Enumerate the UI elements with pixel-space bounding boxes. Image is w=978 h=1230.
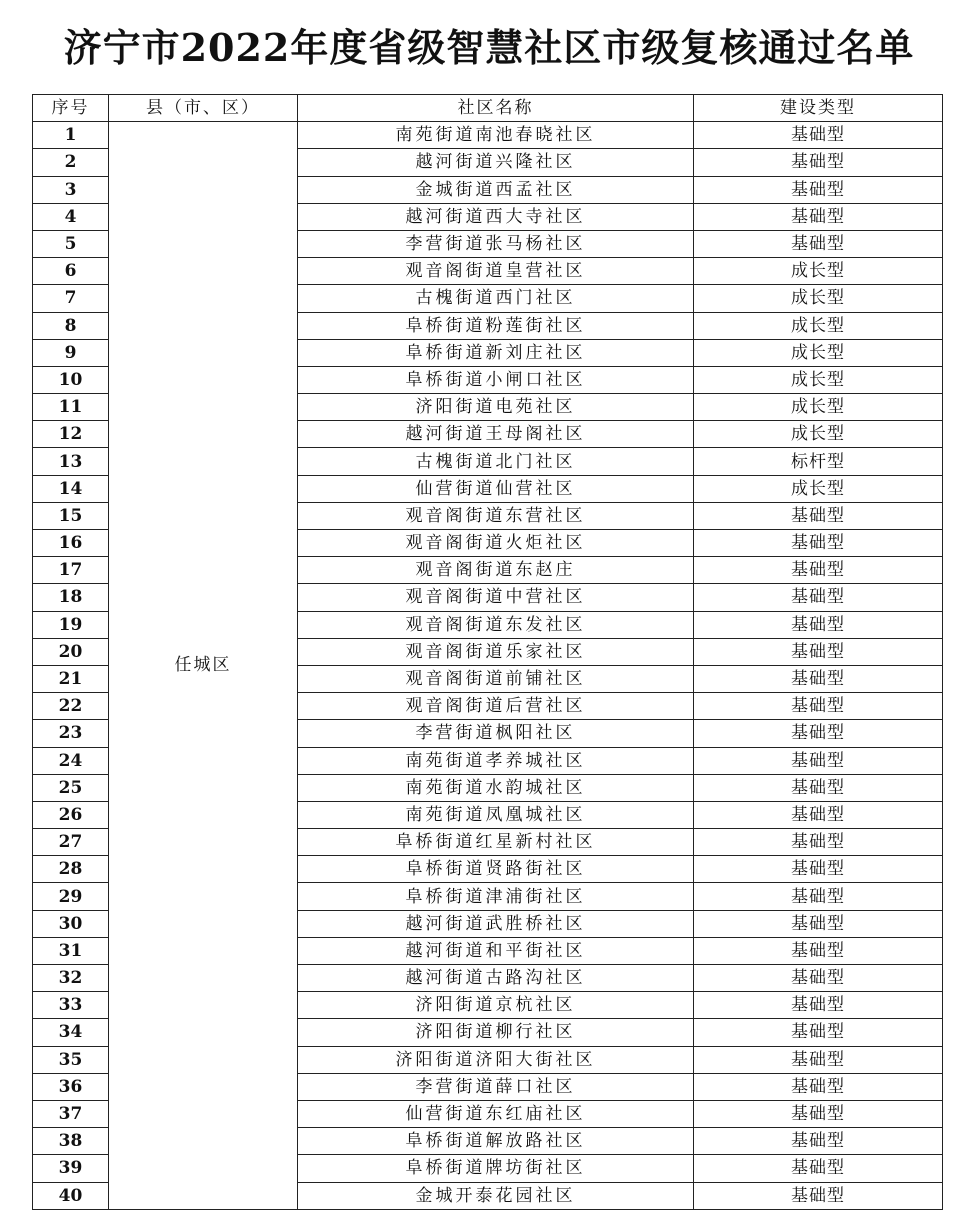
construction-type-cell: 基础型 [694,747,943,774]
header-county: 县（市、区） [109,95,298,122]
construction-type-cell: 基础型 [694,1100,943,1127]
construction-type-cell: 基础型 [694,530,943,557]
row-index: 13 [33,448,109,475]
row-index: 32 [33,965,109,992]
community-table [32,94,943,1210]
row-index: 9 [33,339,109,366]
construction-type-cell: 成长型 [694,339,943,366]
row-index: 22 [33,693,109,720]
row-index: 14 [33,475,109,502]
row-index: 24 [33,747,109,774]
row-index: 7 [33,285,109,312]
community-name-cell: 仙营街道东红庙社区 [298,1100,694,1127]
row-index: 28 [33,856,109,883]
community-name-cell: 仙营街道仙营社区 [298,475,694,502]
row-index: 2 [33,149,109,176]
community-name-cell: 济阳街道柳行社区 [298,1019,694,1046]
construction-type-cell: 成长型 [694,258,943,285]
construction-type-cell: 基础型 [694,122,943,149]
community-name-cell: 金城开泰花园社区 [298,1182,694,1209]
community-name-cell: 济阳街道电苑社区 [298,394,694,421]
construction-type-cell: 基础型 [694,774,943,801]
row-index: 35 [33,1046,109,1073]
community-name-cell: 李营街道张马杨社区 [298,230,694,257]
row-index: 34 [33,1019,109,1046]
community-name-cell: 越河街道武胜桥社区 [298,910,694,937]
row-index: 31 [33,937,109,964]
community-name-cell: 观音阁街道前铺社区 [298,665,694,692]
community-name-cell: 观音阁街道乐家社区 [298,638,694,665]
table-body [33,122,943,1210]
row-index: 8 [33,312,109,339]
construction-type-cell: 基础型 [694,1128,943,1155]
row-index: 18 [33,584,109,611]
construction-type-cell: 基础型 [694,883,943,910]
county-cell: 任城区 [109,122,298,1210]
community-name-cell: 南苑街道凤凰城社区 [298,801,694,828]
community-name-cell: 阜桥街道解放路社区 [298,1128,694,1155]
community-name-cell: 古槐街道西门社区 [298,285,694,312]
row-index: 38 [33,1128,109,1155]
row-index: 29 [33,883,109,910]
construction-type-cell: 基础型 [694,584,943,611]
community-name-cell: 越河街道兴隆社区 [298,149,694,176]
construction-type-cell: 成长型 [694,285,943,312]
construction-type-cell: 基础型 [694,203,943,230]
construction-type-cell: 基础型 [694,1155,943,1182]
row-index: 17 [33,557,109,584]
row-index: 33 [33,992,109,1019]
construction-type-cell: 基础型 [694,665,943,692]
row-index: 36 [33,1073,109,1100]
row-index: 6 [33,258,109,285]
row-index: 40 [33,1182,109,1209]
construction-type-cell: 基础型 [694,992,943,1019]
community-name-cell: 越河街道王母阁社区 [298,421,694,448]
construction-type-cell: 基础型 [694,1019,943,1046]
row-index: 5 [33,230,109,257]
community-name-cell: 金城街道西孟社区 [298,176,694,203]
row-index: 3 [33,176,109,203]
community-name-cell: 观音阁街道火炬社区 [298,530,694,557]
row-index: 12 [33,421,109,448]
community-name-cell: 阜桥街道红星新村社区 [298,829,694,856]
row-index: 11 [33,394,109,421]
construction-type-cell: 基础型 [694,856,943,883]
community-name-cell: 越河街道西大寺社区 [298,203,694,230]
row-index: 1 [33,122,109,149]
community-name-cell: 观音阁街道东发社区 [298,611,694,638]
row-index: 21 [33,665,109,692]
community-name-cell: 观音阁街道东营社区 [298,502,694,529]
construction-type-cell: 标杆型 [694,448,943,475]
construction-type-cell: 基础型 [694,693,943,720]
row-index: 4 [33,203,109,230]
community-name-cell: 阜桥街道小闸口社区 [298,366,694,393]
construction-type-cell: 成长型 [694,312,943,339]
row-index: 23 [33,720,109,747]
community-name-cell: 济阳街道京杭社区 [298,992,694,1019]
community-name-cell: 阜桥街道粉莲街社区 [298,312,694,339]
community-name-cell: 观音阁街道东赵庄 [298,557,694,584]
row-index: 19 [33,611,109,638]
community-name-cell: 越河街道古路沟社区 [298,965,694,992]
construction-type-cell: 基础型 [694,557,943,584]
row-index: 26 [33,801,109,828]
construction-type-cell: 成长型 [694,475,943,502]
header-index: 序号 [33,95,109,122]
row-index: 25 [33,774,109,801]
construction-type-cell: 成长型 [694,394,943,421]
community-name-cell: 阜桥街道牌坊街社区 [298,1155,694,1182]
construction-type-cell: 基础型 [694,611,943,638]
construction-type-cell: 基础型 [694,230,943,257]
construction-type-cell: 基础型 [694,1182,943,1209]
construction-type-cell: 基础型 [694,1073,943,1100]
community-name-cell: 南苑街道南池春晓社区 [298,122,694,149]
header-community-name: 社区名称 [298,95,694,122]
row-index: 20 [33,638,109,665]
community-name-cell: 越河街道和平街社区 [298,937,694,964]
community-name-cell: 观音阁街道皇营社区 [298,258,694,285]
row-index: 37 [33,1100,109,1127]
construction-type-cell: 基础型 [694,149,943,176]
community-name-cell: 阜桥街道贤路街社区 [298,856,694,883]
construction-type-cell: 基础型 [694,1046,943,1073]
row-index: 39 [33,1155,109,1182]
row-index: 16 [33,530,109,557]
row-index: 15 [33,502,109,529]
construction-type-cell: 基础型 [694,829,943,856]
table-header-row [33,95,943,122]
construction-type-cell: 基础型 [694,910,943,937]
community-name-cell: 李营街道枫阳社区 [298,720,694,747]
community-table-container [32,94,942,1210]
community-name-cell: 南苑街道水韵城社区 [298,774,694,801]
community-name-cell: 阜桥街道新刘庄社区 [298,339,694,366]
community-name-cell: 济阳街道济阳大街社区 [298,1046,694,1073]
row-index: 10 [33,366,109,393]
construction-type-cell: 基础型 [694,720,943,747]
community-name-cell: 观音阁街道中营社区 [298,584,694,611]
row-index: 27 [33,829,109,856]
header-construction-type: 建设类型 [694,95,943,122]
community-name-cell: 南苑街道孝养城社区 [298,747,694,774]
community-name-cell: 古槐街道北门社区 [298,448,694,475]
community-name-cell: 李营街道薛口社区 [298,1073,694,1100]
construction-type-cell: 基础型 [694,176,943,203]
construction-type-cell: 基础型 [694,801,943,828]
construction-type-cell: 成长型 [694,366,943,393]
construction-type-cell: 基础型 [694,638,943,665]
construction-type-cell: 成长型 [694,421,943,448]
community-name-cell: 阜桥街道津浦街社区 [298,883,694,910]
construction-type-cell: 基础型 [694,965,943,992]
construction-type-cell: 基础型 [694,502,943,529]
row-index: 30 [33,910,109,937]
table-row [33,122,943,149]
page-title: 济宁市2022年度省级智慧社区市级复核通过名单 [63,25,915,70]
community-name-cell: 观音阁街道后营社区 [298,693,694,720]
construction-type-cell: 基础型 [694,937,943,964]
